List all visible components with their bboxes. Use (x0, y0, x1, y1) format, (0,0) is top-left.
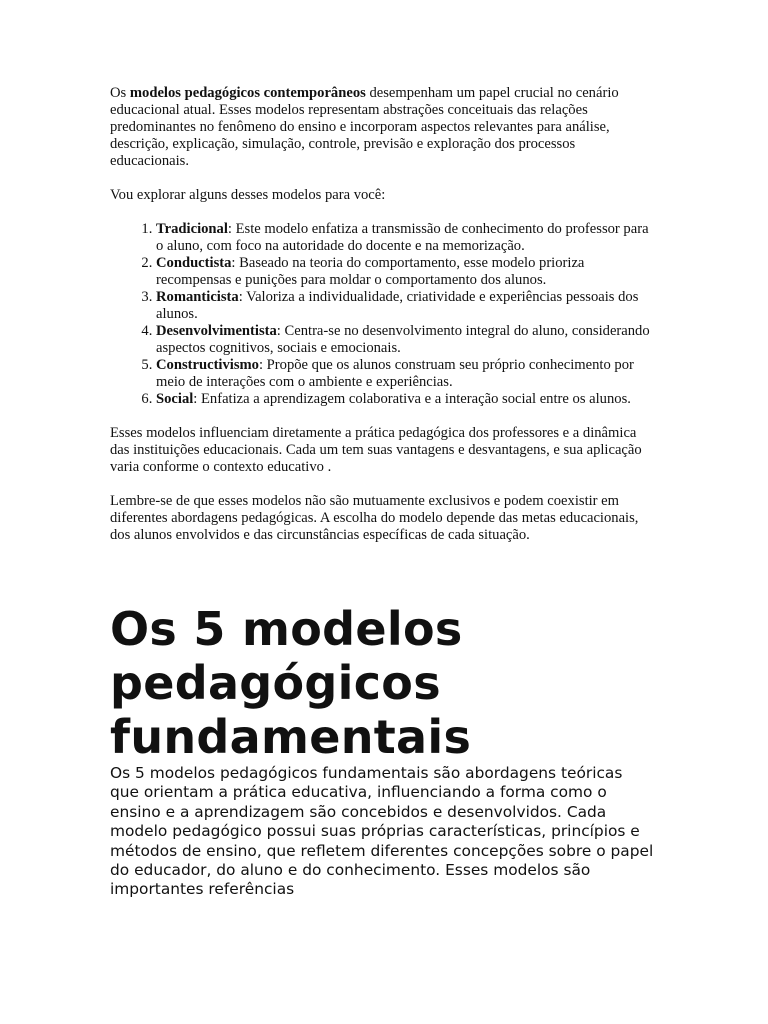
list-item (156, 221, 655, 255)
model-name: Tradicional (156, 221, 228, 237)
intro-rest: desempenham um papel crucial no cenário educacional atual. Esses modelos representam abstrações conceituais das relações predominantes no fenômeno do ensino e incorporam aspectos relevantes para análise, descrição, explicação, simulação, controle, previsão e exploração dos processos educacionais. (110, 85, 619, 169)
list-item (156, 391, 655, 408)
model-name: Conductista (156, 255, 232, 271)
model-name: Social (156, 391, 194, 407)
influence-paragraph: Esses modelos influenciam diretamente a prática pedagógica dos professores e a dinâmica das instituições educacionais. Cada um tem suas vantagens e desvantagens, e sua aplicação varia conforme o contexto educativo . (110, 425, 642, 475)
model-name: Desenvolvimentista (156, 323, 277, 339)
model-desc: : Este modelo enfatiza a transmissão de conhecimento do professor para o aluno, com foco na autoridade do docente e na memorização. (156, 221, 649, 254)
model-desc: : Baseado na teoria do comportamento, esse modelo prioriza recompensas e punições para moldar o comportamento dos alunos. (156, 255, 585, 288)
list-item (156, 255, 655, 289)
remember-paragraph: Lembre-se de que esses modelos não são mutuamente exclusivos e podem coexistir em diferentes abordagens pedagógicas. A escolha do modelo depende das metas educacionais, dos alunos envolvidos e das circunstâncias específicas de cada situação. (110, 493, 639, 543)
model-desc: : Propõe que os alunos construam seu próprio conhecimento por meio de interações com o ambiente e experiências. (156, 357, 634, 390)
models-list (110, 221, 655, 408)
list-item (156, 289, 655, 323)
intro-lead: Os (110, 85, 130, 101)
list-item (156, 323, 655, 357)
intro-section (110, 85, 655, 544)
explore-paragraph: Vou explorar alguns desses modelos para você: (110, 187, 386, 203)
document-page (110, 85, 655, 900)
model-desc: : Centra-se no desenvolvimento integral do aluno, considerando aspectos cognitivos, sociais e emocionais. (156, 323, 650, 356)
intro-bold-term: modelos pedagógicos contemporâneos (129, 85, 366, 101)
section-heading: Os 5 modelos pedagógicos fundamentais (110, 602, 472, 764)
model-name: Romanticista (156, 289, 239, 305)
model-desc: : Enfatiza a aprendizagem colaborativa e a interação social entre os alunos. (193, 391, 631, 407)
model-name: Constructivismo (156, 357, 259, 373)
section-spacer (110, 561, 655, 602)
model-desc: : Valoriza a individualidade, criatividade e experiências pessoais dos alunos. (156, 289, 639, 322)
list-item (156, 357, 655, 391)
section-body-paragraph: Os 5 modelos pedagógicos fundamentais são abordagens teóricas que orientam a prática educativa, influenciando a forma como o ensino e a aprendizagem são concebidos e desenvolvidos. Cada modelo pedagógico possui suas próprias características, princípios e métodos de ensino, que refletem diferentes concepções sobre o papel do educador, do aluno e do conhecimento. Esses modelos são importantes referências (110, 764, 654, 899)
intro-paragraph (110, 85, 655, 170)
